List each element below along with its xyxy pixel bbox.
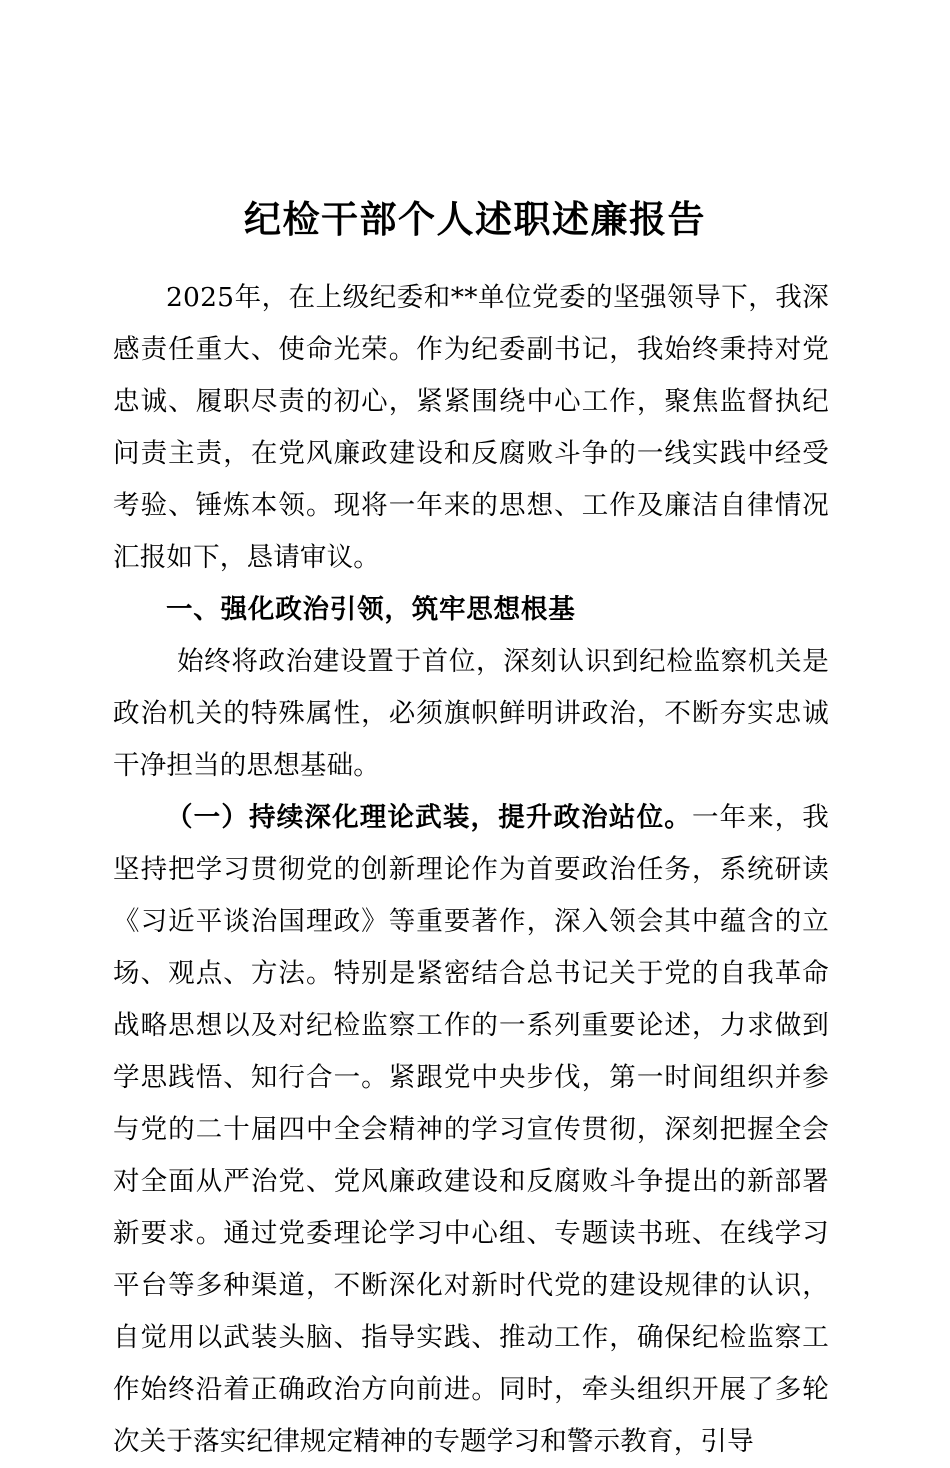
section-heading-1: 一、强化政治引领，筑牢思想根基 — [166, 594, 576, 625]
opening-paragraph: 2025年，在上级纪委和**单位党委的坚强领导下，我深感责任重大、使命光荣。作为纪委副书记，我始终秉持对党忠诚、履职尽责的初心，紧紧围绕中心工作，聚焦监督执纪问责主责，在党风廉政建设和反腐败斗争的一线实践中经受考验、锤炼本领。现将一年来的思想、工作及廉洁自律情况汇报如下，恳请审议。 — [113, 282, 829, 573]
subsection-1-1-body: 一年来，我坚持把学习贯彻党的创新理论作为首要政治任务，系统研读《习近平谈治国理政》等重要著作，深入领会其中蕴含的立场、观点、方法。特别是紧密结合总书记关于党的自我革命战略思想以及对纪检监察工作的一系列重要论述，力求做到学思践悟、知行合一。紧跟党中央步伐，第一时间组织并参与党的二十届四中全会精神的学习宣传贯彻，深刻把握全会对全面从严治党、党风廉政建设和反腐败斗争提出的新部署新要求。通过党委理论学习中心组、专题读书班、在线学习平台等多种渠道，不断深化对新时代党的建设规律的认识，自觉用以武装头脑、指导实践、推动工作，确保纪检监察工作始终沿着正确政治方向前进。同时，牵头组织开展了多轮次关于落实纪律规定精神的专题学习和警示教育，引导 — [113, 802, 829, 1457]
page-title: 纪检干部个人述职述廉报告 — [244, 196, 706, 241]
subsection-1-1-lead: （一）持续深化理论武装，提升政治站位。 — [166, 802, 692, 833]
subsection-1-1-paragraph — [113, 792, 829, 1468]
section-1-intro-paragraph: 始终将政治建设置于首位，深刻认识到纪检监察机关是政治机关的特殊属性，必须旗帜鲜明讲政治，不断夯实忠诚干净担当的思想基础。 — [113, 646, 829, 781]
document-body — [113, 272, 829, 1468]
